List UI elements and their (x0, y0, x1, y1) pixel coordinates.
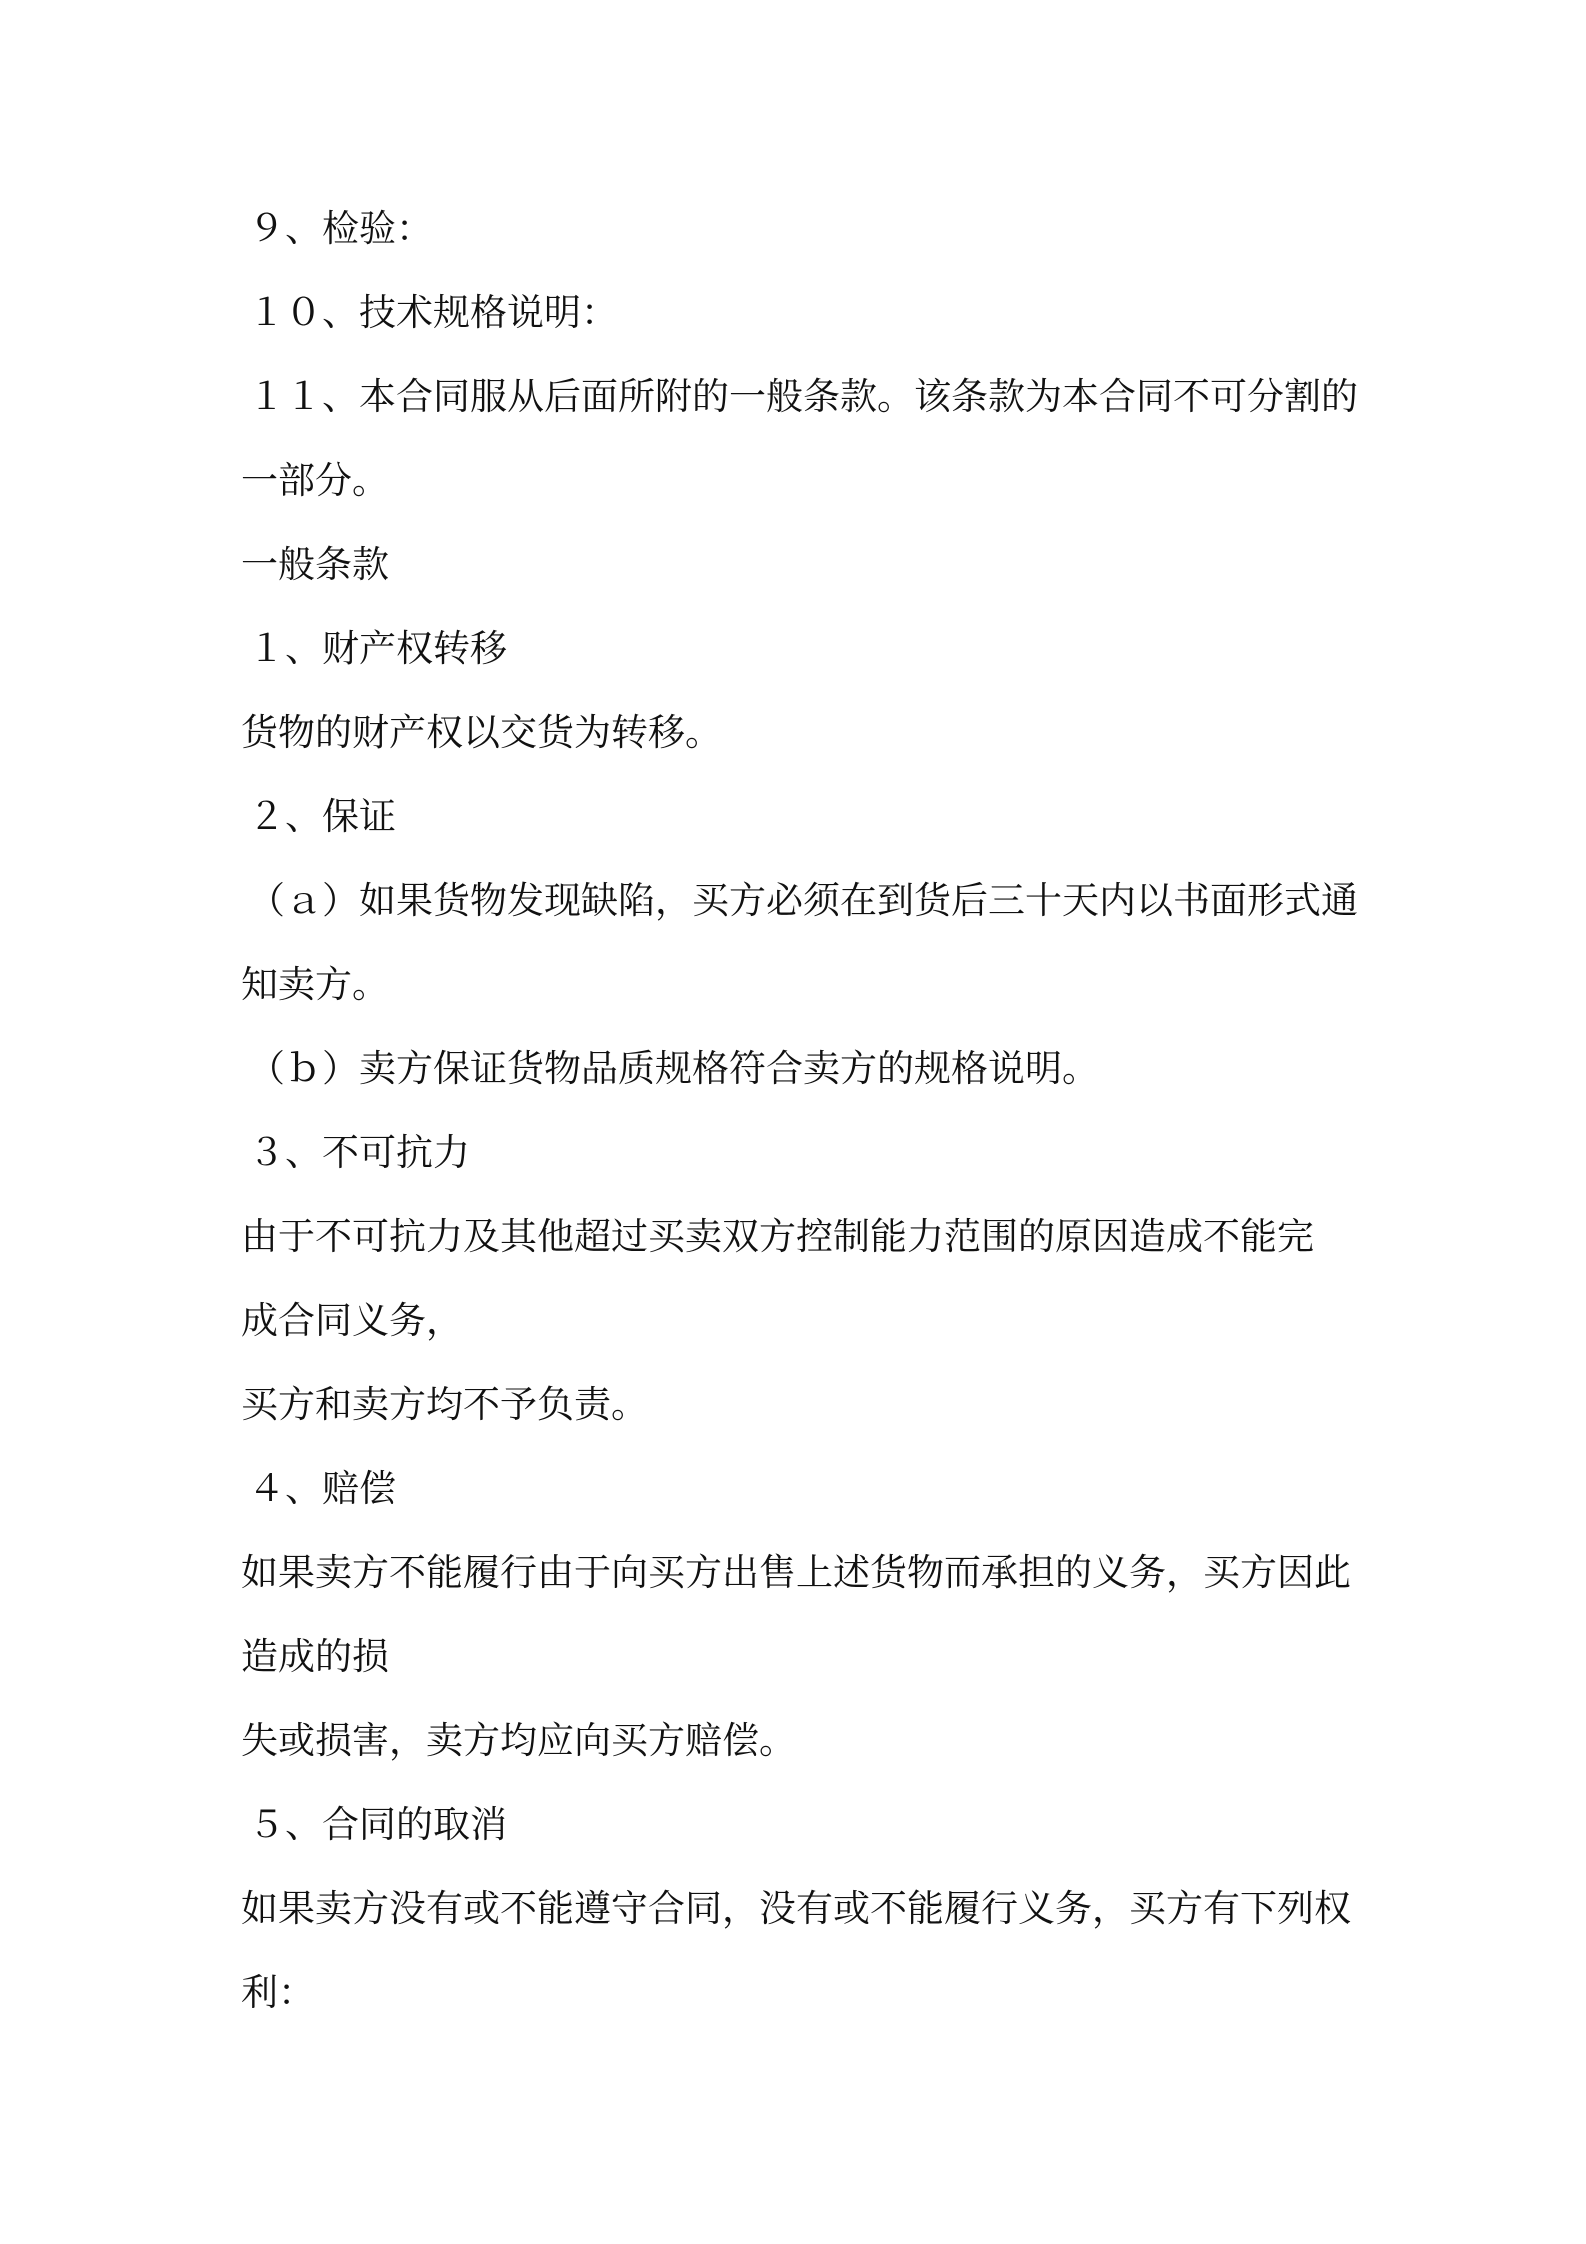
term-4-line-1: 如果卖方不能履行由于向买方出售上述货物而承担的义务，买方因此 (241, 1551, 1351, 1594)
term-4-line-2: 造成的损 (241, 1635, 389, 1678)
term-5-heading: ５、合同的取消 (248, 1803, 507, 1846)
term-4-heading: ４、赔偿 (248, 1467, 396, 1510)
clause-11-line-1: １１、本合同服从后面所附的一般条款。该条款为本合同不可分割的 (248, 375, 1358, 418)
term-2b-text: （ｂ）卖方保证货物品质规格符合卖方的规格说明。 (248, 1047, 1099, 1090)
term-4-line-3: 失或损害，卖方均应向买方赔偿。 (241, 1719, 796, 1762)
term-1-heading: １、财产权转移 (248, 627, 507, 670)
term-3-line-2: 成合同义务， (241, 1299, 463, 1342)
term-3-line-3: 买方和卖方均不予负责。 (241, 1383, 648, 1426)
clause-10-technical-specs: １０、技术规格说明： (248, 291, 618, 334)
clause-11-line-2: 一部分。 (241, 459, 389, 502)
term-2a-line-1: （ａ）如果货物发现缺陷，买方必须在到货后三十天内以书面形式通 (248, 879, 1358, 922)
term-2a-line-2: 知卖方。 (241, 963, 389, 1006)
term-5-line-1: 如果卖方没有或不能遵守合同，没有或不能履行义务，买方有下列权 (241, 1887, 1351, 1930)
term-3-line-1: 由于不可抗力及其他超过买卖双方控制能力范围的原因造成不能完 (241, 1215, 1314, 1258)
term-2-heading: ２、保证 (248, 795, 396, 838)
term-3-heading: ３、不可抗力 (248, 1131, 470, 1174)
term-5-line-2: 利： (241, 1971, 315, 2014)
general-terms-heading: 一般条款 (241, 543, 389, 586)
term-1-text: 货物的财产权以交货为转移。 (241, 711, 722, 754)
clause-9-inspection: ９、检验： (248, 207, 433, 250)
